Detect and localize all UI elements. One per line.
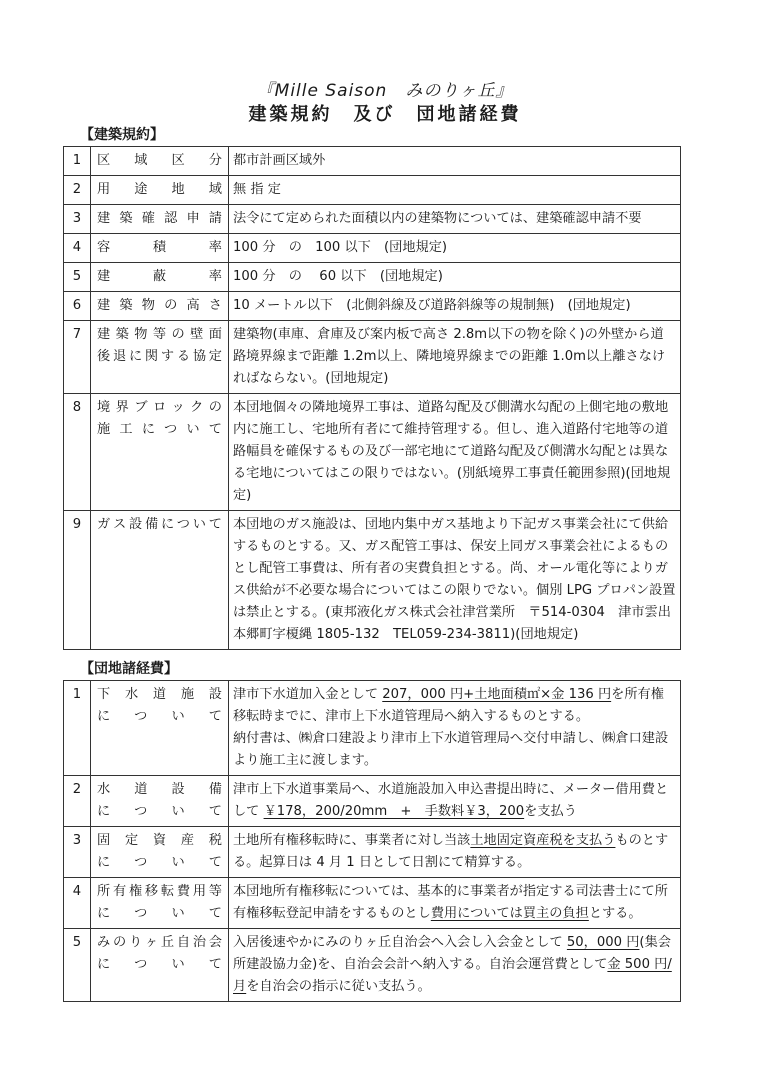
document-title: 『Mille Saison みのりヶ丘』 xyxy=(256,81,514,101)
row-content: 100 分 の 60 以下 (団地規定) xyxy=(229,263,681,292)
content-note: 納付書は、㈱倉口建設より津市上下水道管理局へ交付申請し、㈱倉口建設より施工主に渡します。 xyxy=(233,731,669,768)
row-label: ガス設備について xyxy=(91,511,229,650)
row-number: 3 xyxy=(64,827,91,878)
row-label xyxy=(91,681,229,776)
row-number: 5 xyxy=(64,263,91,292)
underlined-text: 費用については買主の負担 xyxy=(430,906,589,921)
row-number: 7 xyxy=(64,321,91,394)
row-label xyxy=(91,878,229,929)
section-heading-expenses: 【団地諸経費】 xyxy=(80,661,178,677)
table-row xyxy=(64,147,681,176)
content-text: を所有権移転時までに、津市上下水道管理局へ納入するものとする。 xyxy=(233,687,664,724)
row-number: 4 xyxy=(64,878,91,929)
table-row xyxy=(64,176,681,205)
row-label-line: 水道設備 xyxy=(97,782,222,797)
row-content: 10 メートル以下 (北側斜線及び道路斜線等の規制無) (団地規定) xyxy=(229,292,681,321)
row-label-line: 境界ブロックの xyxy=(97,400,222,415)
row-label-line: みのりヶ丘自治会 xyxy=(97,935,222,950)
row-number: 2 xyxy=(64,776,91,827)
row-label xyxy=(91,394,229,511)
row-number: 5 xyxy=(64,929,91,1002)
row-label xyxy=(91,827,229,878)
row-label-line: について xyxy=(97,709,222,724)
row-content: 都市計画区域外 xyxy=(229,147,681,176)
row-number: 2 xyxy=(64,176,91,205)
row-content: 100 分 の 100 以下 (団地規定) xyxy=(229,234,681,263)
content-text: とする。 xyxy=(588,906,642,921)
table-row xyxy=(64,827,681,878)
row-number: 3 xyxy=(64,205,91,234)
underlined-text: ￥178，200/20mm + 手数料￥3，200 xyxy=(263,804,525,819)
content-text: (集会所建設協力金)を、自治会会計へ納入する。自治会運営費として xyxy=(233,935,671,972)
row-number: 6 xyxy=(64,292,91,321)
underlined-text: 金 500 円/月 xyxy=(233,957,672,994)
row-number: 8 xyxy=(64,394,91,511)
row-label-line: について xyxy=(97,906,222,921)
row-content: 無 指 定 xyxy=(229,176,681,205)
table-row xyxy=(64,321,681,394)
row-label: 区域区分 xyxy=(91,147,229,176)
row-label-line: 所有権移転費用等 xyxy=(97,884,222,899)
row-content: 建築物(車庫、倉庫及び案内板で高さ 2.8m以下の物を除く)の外壁から道路境界線まで距離 1.2m以上、隣地境界線までの距離 1.0m以上離さなければならない。(団地規定) xyxy=(229,321,681,394)
content-text: を支払う xyxy=(524,804,577,819)
row-label xyxy=(91,776,229,827)
section-heading-building-rules: 【建築規約】 xyxy=(80,127,164,143)
table-row xyxy=(64,394,681,511)
content-text: 入居後速やかにみのりヶ丘自治会へ入会し入会金として xyxy=(233,935,567,950)
table-row xyxy=(64,234,681,263)
row-content: 本団地個々の隣地境界工事は、道路勾配及び側溝水勾配の上側宅地の敷地内に施工し、宅地所有者にて維持管理する。但し、進入道路付宅地等の道路幅員を確保するもの及び一部宅地にて道路勾配及び側溝水勾配とは異なる宅地についてはこの限りではない。(別紙境界工事責任範囲参照)(団地規定) xyxy=(229,394,681,511)
row-label xyxy=(91,929,229,1002)
row-content xyxy=(229,929,681,1002)
row-label: 建築物の高さ xyxy=(91,292,229,321)
table-row xyxy=(64,929,681,1002)
row-content xyxy=(229,827,681,878)
underlined-text: 土地固定資産税を支払う xyxy=(470,833,616,848)
row-number: 1 xyxy=(64,147,91,176)
document-subtitle: 建築規約 及び 団地諸経費 xyxy=(248,104,522,125)
table-row xyxy=(64,681,681,776)
table-row xyxy=(64,878,681,929)
row-label-line: 下水道施設 xyxy=(97,687,222,702)
row-label-line: について xyxy=(97,804,222,819)
table-row xyxy=(64,205,681,234)
row-content: 法令にて定められた面積以内の建築物については、建築確認申請不要 xyxy=(229,205,681,234)
row-content: 本団地のガス施設は、団地内集中ガス基地より下記ガス事業会社にて供給するものとする。又、ガス配管工事は、保安上同ガス事業会社によるものとし配管工事費は、所有者の実費負担とする。尚、オール電化等によりガス供給が不必要な場合についてはこの限りでない。個別 LPG プロパン設置は禁止とする。(東邦液化ガス株式会社津営業所 〒514-0304 津市雲出本郷町字榎縄 1805-132 TEL059-234-3811)(団地規定) xyxy=(229,511,681,650)
row-label-line: 固定資産税 xyxy=(97,833,222,848)
content-text: 津市下水道加入金として xyxy=(233,687,383,702)
row-label-line: 後退に関する協定 xyxy=(97,349,222,364)
content-text: ものとする。起算日は 4 月 1 日として日割にて精算する。 xyxy=(233,833,669,870)
expenses-table xyxy=(63,680,681,1002)
content-text: を自治会の指示に従い支払う。 xyxy=(246,979,431,994)
row-label: 用途地域 xyxy=(91,176,229,205)
underlined-text: 50，000 円 xyxy=(566,935,640,950)
row-label-line: について xyxy=(97,855,222,870)
row-label xyxy=(91,321,229,394)
table-row xyxy=(64,292,681,321)
row-number: 4 xyxy=(64,234,91,263)
table-row xyxy=(64,776,681,827)
row-number: 9 xyxy=(64,511,91,650)
table-row xyxy=(64,511,681,650)
row-number: 1 xyxy=(64,681,91,776)
row-label: 建蔽率 xyxy=(91,263,229,292)
row-label-line: 建築物等の壁面 xyxy=(97,327,222,342)
underlined-text: 207，000 円+土地面積㎡×金 136 円 xyxy=(382,687,612,702)
content-text: 土地所有権移転時に、事業者に対し当該 xyxy=(233,833,471,848)
building-rules-table xyxy=(63,146,681,650)
row-label-line: について xyxy=(97,957,222,972)
row-content xyxy=(229,681,681,776)
row-label: 建築確認申請 xyxy=(91,205,229,234)
row-label: 容積率 xyxy=(91,234,229,263)
row-content xyxy=(229,776,681,827)
table-row xyxy=(64,263,681,292)
row-label-line: 施工について xyxy=(97,422,222,437)
row-content xyxy=(229,878,681,929)
content-text: 津市上下水道事業局へ、水道施設加入申込書提出時に、メーター借用費として xyxy=(233,782,669,819)
content-text: 本団地所有権移転については、基本的に事業者が指定する司法書士にて所有権移転登記申請をするものとし xyxy=(233,884,668,921)
